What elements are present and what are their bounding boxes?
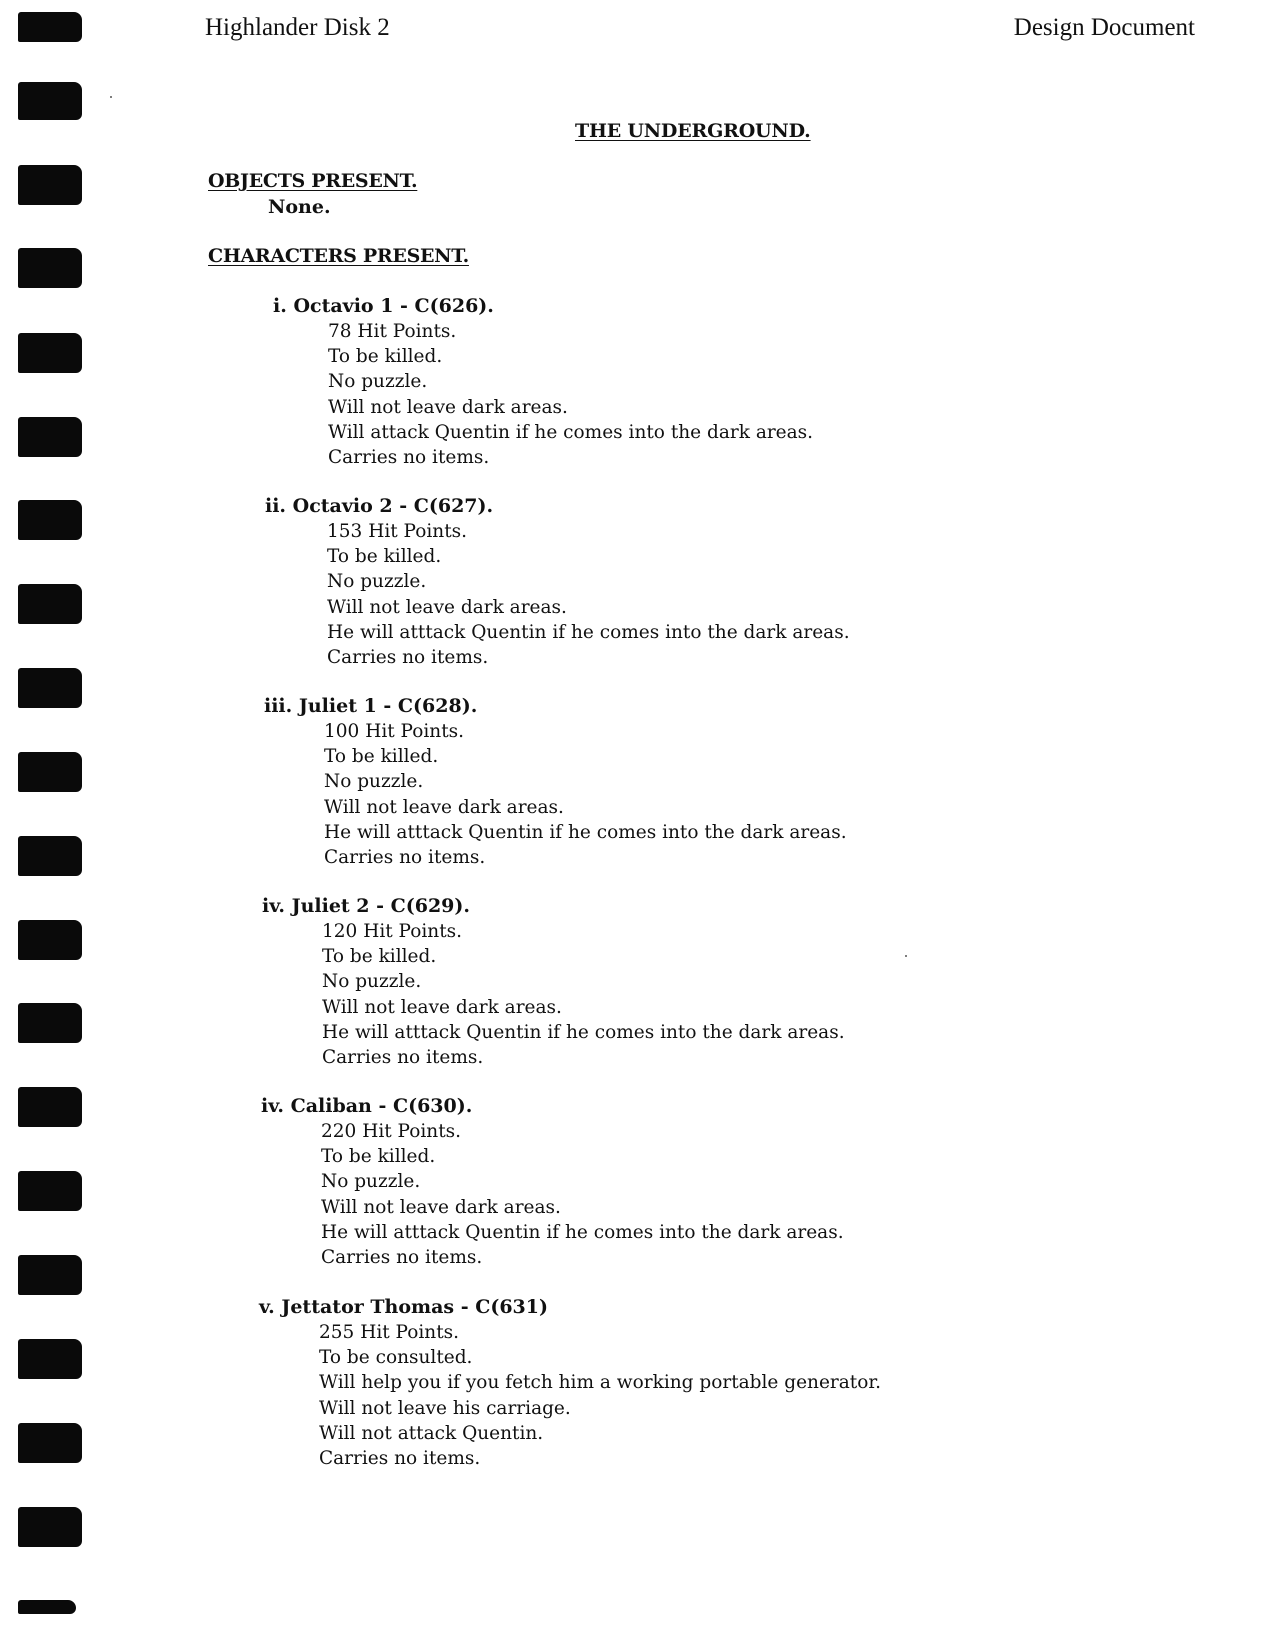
character-detail: Will attack Quentin if he comes into the dark areas.: [328, 421, 814, 443]
character-entry: [262, 894, 845, 1070]
character-name: i. Octavio 1 - C(626).: [273, 295, 494, 317]
character-detail: He will atttack Quentin if he comes into the dark areas.: [321, 1221, 844, 1243]
binding-hole: [18, 752, 82, 792]
character-name: iv. Caliban - C(630).: [261, 1095, 473, 1117]
character-detail: To be killed.: [322, 946, 437, 968]
binding-hole: [18, 82, 82, 120]
header-left-text: Highlander Disk 2: [205, 14, 390, 41]
binding-hole: [18, 1255, 82, 1295]
character-detail: 153 Hit Points.: [327, 521, 468, 542]
character-name: ii. Octavio 2 - C(627).: [265, 495, 494, 517]
character-detail: No puzzle.: [322, 971, 422, 993]
character-detail: Will not leave dark areas.: [327, 596, 567, 618]
binding-strip: [18, 0, 88, 1650]
page-title: THE UNDERGROUND.: [575, 120, 811, 142]
character-detail: No puzzle.: [324, 771, 424, 793]
binding-hole: [18, 1087, 82, 1127]
character-detail: To be killed.: [327, 546, 442, 568]
character-entry: [259, 1295, 881, 1471]
character-name: iv. Juliet 2 - C(629).: [262, 895, 471, 917]
binding-hole: [18, 248, 82, 288]
character-detail: 220 Hit Points.: [321, 1121, 462, 1142]
character-detail: 78 Hit Points.: [328, 321, 457, 342]
character-detail: To be consulted.: [319, 1347, 473, 1369]
header-right-text: Design Document: [1013, 14, 1195, 41]
binding-hole: [18, 1339, 82, 1379]
binding-hole: [18, 1600, 76, 1614]
character-name: iii. Juliet 1 - C(628).: [264, 695, 478, 717]
character-detail: Will not leave dark areas.: [321, 1196, 561, 1218]
character-details: [322, 919, 845, 1070]
character-details: [321, 1119, 844, 1270]
binding-hole: [18, 584, 82, 624]
binding-hole: [18, 836, 82, 876]
character-detail: He will atttack Quentin if he comes into the dark areas.: [322, 1021, 845, 1043]
character-detail: Will not leave dark areas.: [328, 396, 568, 418]
character-detail: No puzzle.: [327, 571, 427, 593]
character-entry: [273, 294, 813, 470]
binding-hole: [18, 920, 82, 960]
binding-hole: [18, 1423, 82, 1463]
character-entry: [264, 694, 847, 870]
character-details: [328, 319, 813, 470]
binding-hole: [18, 417, 82, 457]
characters-heading: CHARACTERS PRESENT.: [208, 245, 469, 267]
character-details: [324, 719, 847, 870]
character-detail: He will atttack Quentin if he comes into the dark areas.: [327, 621, 850, 643]
character-detail: Will not leave dark areas.: [322, 996, 562, 1018]
binding-hole: [18, 668, 82, 708]
character-detail: To be killed.: [321, 1146, 436, 1168]
character-detail: No puzzle.: [321, 1171, 421, 1193]
character-details: [319, 1320, 881, 1471]
character-name: v. Jettator Thomas - C(631): [259, 1296, 548, 1318]
character-detail: 120 Hit Points.: [322, 921, 463, 942]
character-detail: 100 Hit Points.: [324, 721, 465, 742]
binding-hole: [18, 333, 82, 373]
character-detail: Will not leave dark areas.: [324, 796, 564, 818]
scan-speck: [905, 955, 907, 957]
binding-hole: [18, 165, 82, 205]
binding-hole: [18, 500, 82, 540]
character-detail: To be killed.: [324, 746, 439, 768]
character-detail: Carries no items.: [324, 846, 486, 868]
character-detail: 255 Hit Points.: [319, 1322, 460, 1343]
character-entry: [265, 494, 850, 670]
binding-hole: [18, 1507, 82, 1547]
character-detail: No puzzle.: [328, 371, 428, 393]
character-details: [327, 519, 850, 670]
scan-speck: [110, 96, 112, 98]
character-detail: Carries no items.: [321, 1246, 483, 1268]
objects-value: None.: [268, 196, 331, 218]
character-detail: Will not attack Quentin.: [319, 1422, 544, 1444]
objects-heading: OBJECTS PRESENT.: [208, 170, 418, 192]
character-detail: Will help you if you fetch him a working portable generator.: [319, 1372, 882, 1394]
binding-hole: [18, 1003, 82, 1043]
character-detail: Carries no items.: [322, 1046, 484, 1068]
character-entry: [261, 1094, 844, 1270]
character-detail: Carries no items.: [319, 1447, 481, 1469]
character-detail: Carries no items.: [327, 646, 489, 668]
character-detail: He will atttack Quentin if he comes into the dark areas.: [324, 821, 847, 843]
character-detail: Carries no items.: [328, 446, 490, 468]
binding-hole: [18, 1171, 82, 1211]
binding-hole: [18, 12, 82, 42]
character-detail: To be killed.: [328, 346, 443, 368]
character-detail: Will not leave his carriage.: [319, 1397, 571, 1419]
